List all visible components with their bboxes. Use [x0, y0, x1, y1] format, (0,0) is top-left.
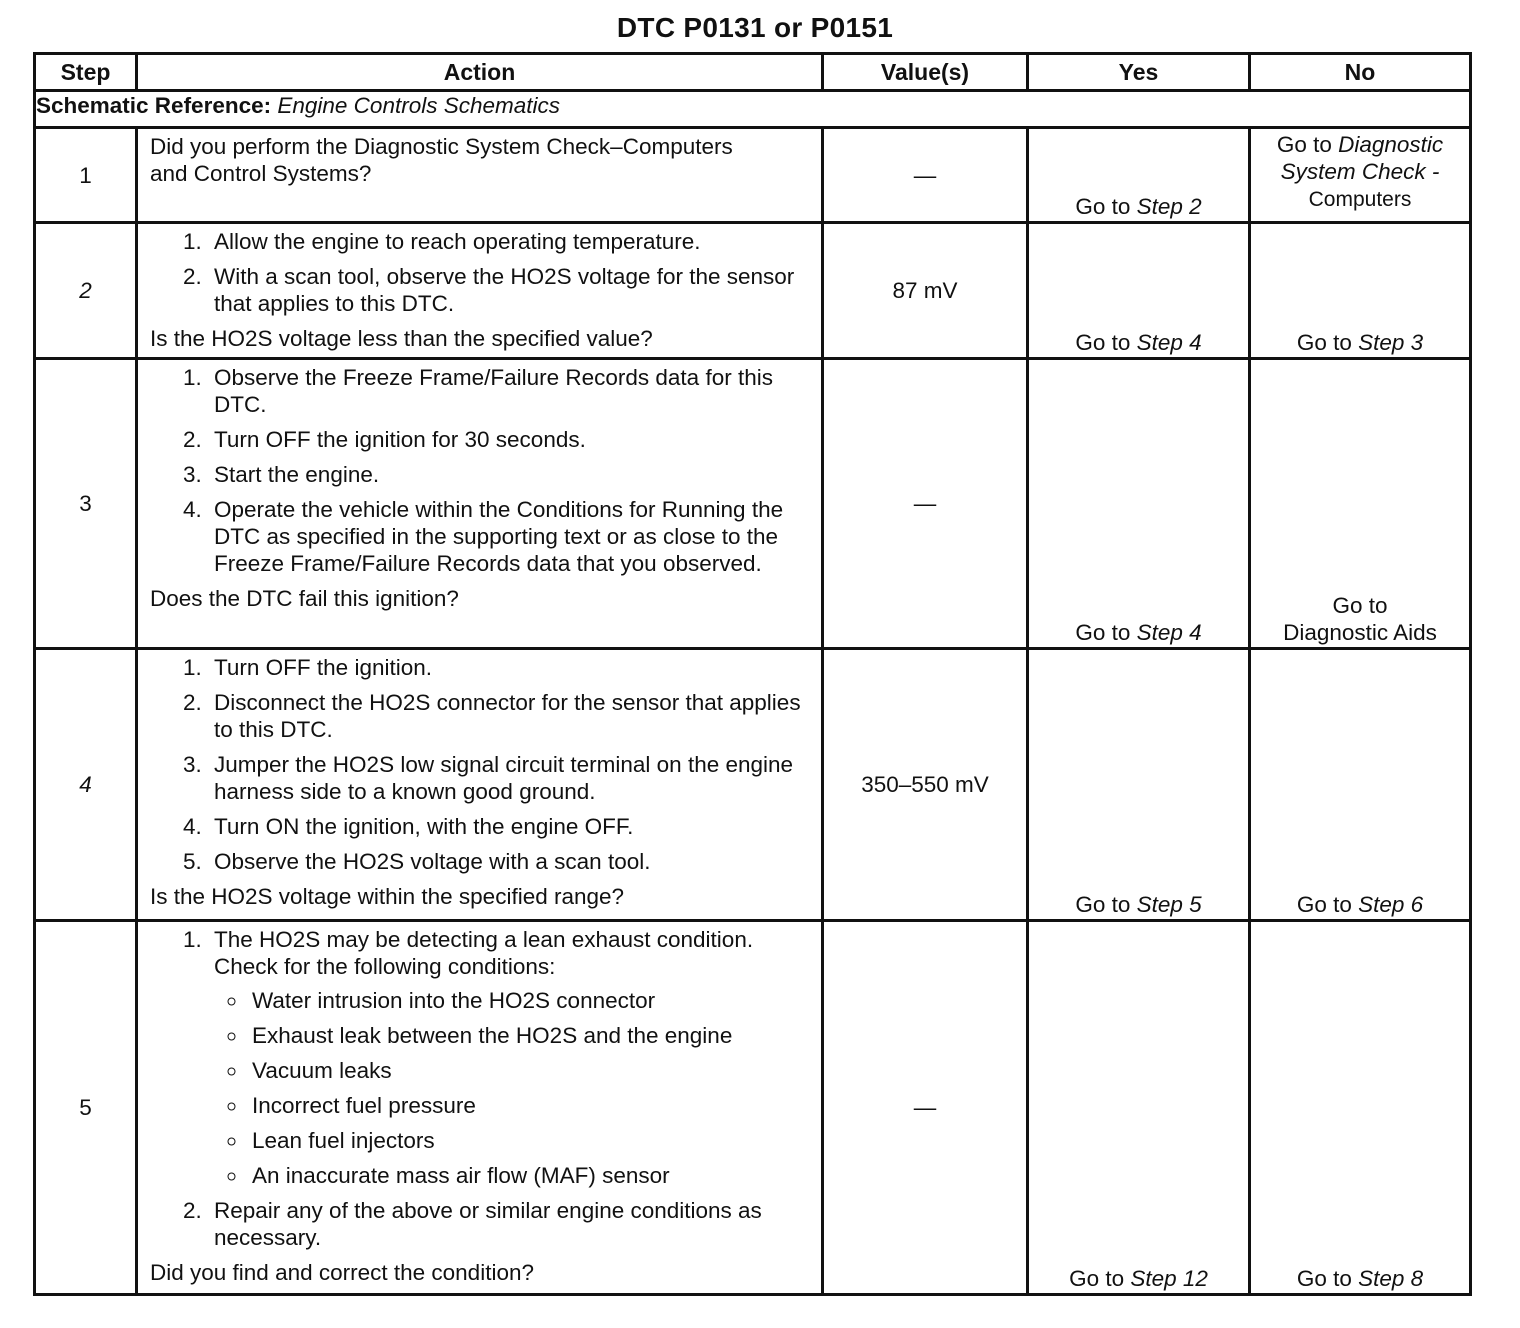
no-link[interactable]: Step 6 [1358, 892, 1424, 917]
no-cell [1250, 359, 1471, 649]
action-item: 1. Observe the Freeze Frame/Failure Records data for this DTC. [208, 364, 811, 418]
schematic-reference-label: Schematic Reference: [36, 93, 272, 118]
value-cell: — [823, 128, 1028, 223]
condition-item: ◦ Exhaust leak between the HO2S and the engine [248, 1022, 811, 1049]
yes-link[interactable]: Step 12 [1130, 1266, 1208, 1291]
yes-link[interactable]: Step 5 [1136, 892, 1202, 917]
action-item: 3. Start the engine. [208, 461, 811, 488]
no-cell [1250, 921, 1471, 1295]
action-cell [137, 128, 823, 223]
yes-prefix: Go to [1075, 194, 1131, 219]
table-row [35, 128, 1471, 223]
value-cell: — [823, 359, 1028, 649]
table-row [35, 223, 1471, 359]
no-prefix: Go to [1276, 132, 1332, 157]
header-row [35, 54, 1471, 91]
no-prefix: Go to [1296, 1266, 1352, 1291]
schematic-reference-link: Engine Controls Schematics [277, 93, 561, 118]
action-item: 5. Observe the HO2S voltage with a scan tool. [208, 848, 811, 875]
action-item-text: The HO2S may be detecting a lean exhaust condition. Check for the following conditions: [214, 927, 754, 979]
no-link[interactable]: Diagnostic Aids [1283, 620, 1437, 645]
action-cell [137, 223, 823, 359]
yes-prefix: Go to [1075, 330, 1131, 355]
yes-cell [1028, 128, 1250, 223]
action-cell [137, 359, 823, 649]
no-link[interactable]: Step 3 [1358, 330, 1424, 355]
question-text: Does the DTC fail this ignition? [150, 586, 459, 611]
action-item: 4. Operate the vehicle within the Conditions for Running the DTC as specified in the supporting text or as close to the Freeze Frame/Failure Records data that you observed. [208, 496, 811, 577]
table-row [35, 649, 1471, 921]
action-item: 1. Allow the engine to reach operating temperature. [208, 228, 811, 255]
no-prefix: Go to [1296, 330, 1352, 355]
yes-prefix: Go to [1069, 1266, 1125, 1291]
no-prefix: Go to [1296, 892, 1352, 917]
no-cell [1250, 128, 1471, 223]
action-item: 1. Turn OFF the ignition. [208, 654, 811, 681]
yes-cell [1028, 359, 1250, 649]
yes-cell [1028, 921, 1250, 1295]
action-item [208, 926, 811, 1189]
action-list [150, 364, 811, 577]
step-number: 1 [35, 128, 137, 223]
no-link[interactable]: Step 8 [1358, 1266, 1424, 1291]
header-no: No [1250, 54, 1471, 91]
condition-item: ◦ Vacuum leaks [248, 1057, 811, 1084]
yes-cell [1028, 649, 1250, 921]
condition-list [214, 987, 811, 1189]
table-row [35, 921, 1471, 1295]
action-cell [137, 921, 823, 1295]
yes-link[interactable]: Step 4 [1136, 330, 1202, 355]
action-item: 4. Turn ON the ignition, with the engine OFF. [208, 813, 811, 840]
condition-item: ◦ Incorrect fuel pressure [248, 1092, 811, 1119]
no-cell [1250, 649, 1471, 921]
step-number: 2 [35, 223, 137, 359]
yes-prefix: Go to [1075, 620, 1131, 645]
step-number: 4 [35, 649, 137, 921]
action-item: 2. With a scan tool, observe the HO2S voltage for the sensor that applies to this DTC. [208, 263, 811, 317]
yes-cell [1028, 223, 1250, 359]
action-list [150, 926, 811, 1251]
value-cell: 350–550 mV [823, 649, 1028, 921]
no-suffix: Computers [1308, 188, 1412, 211]
action-item: 3. Jumper the HO2S low signal circuit terminal on the engine harness side to a known good ground. [208, 751, 811, 805]
action-list [150, 228, 811, 317]
action-item: 2. Turn OFF the ignition for 30 seconds. [208, 426, 811, 453]
condition-item: ◦ An inaccurate mass air flow (MAF) sensor [248, 1162, 811, 1189]
no-link[interactable]: Diagnostic System Check - [1280, 132, 1444, 184]
question-text: Is the HO2S voltage within the specified range? [150, 884, 625, 909]
condition-item: ◦ Water intrusion into the HO2S connector [248, 987, 811, 1014]
page-title: DTC P0131 or P0151 [616, 12, 894, 43]
schematic-reference [35, 91, 1471, 128]
schematic-reference-row [35, 91, 1471, 128]
value-cell: 87 mV [823, 223, 1028, 359]
question-text: Did you find and correct the condition? [150, 1260, 534, 1285]
action-cell [137, 649, 823, 921]
header-step: Step [35, 54, 137, 91]
no-cell [1250, 223, 1471, 359]
action-item: 2. Repair any of the above or similar engine conditions as necessary. [208, 1197, 811, 1251]
value-cell: — [823, 921, 1028, 1295]
no-prefix: Go to [1332, 593, 1388, 618]
condition-item: ◦ Lean fuel injectors [248, 1127, 811, 1154]
diagnostic-table [33, 52, 1472, 1296]
step-number: 3 [35, 359, 137, 649]
question-text: Is the HO2S voltage less than the specified value? [150, 326, 653, 351]
action-list [150, 654, 811, 875]
header-values: Value(s) [823, 54, 1028, 91]
action-item: 2. Disconnect the HO2S connector for the sensor that applies to this DTC. [208, 689, 811, 743]
yes-link[interactable]: Step 2 [1136, 194, 1202, 219]
header-yes: Yes [1028, 54, 1250, 91]
yes-link[interactable]: Step 4 [1136, 620, 1202, 645]
step-number: 5 [35, 921, 137, 1295]
table-row [35, 359, 1471, 649]
question-text: Did you perform the Diagnostic System Check–Computers and Control Systems? [150, 134, 733, 186]
yes-prefix: Go to [1075, 892, 1131, 917]
header-action: Action [137, 54, 823, 91]
